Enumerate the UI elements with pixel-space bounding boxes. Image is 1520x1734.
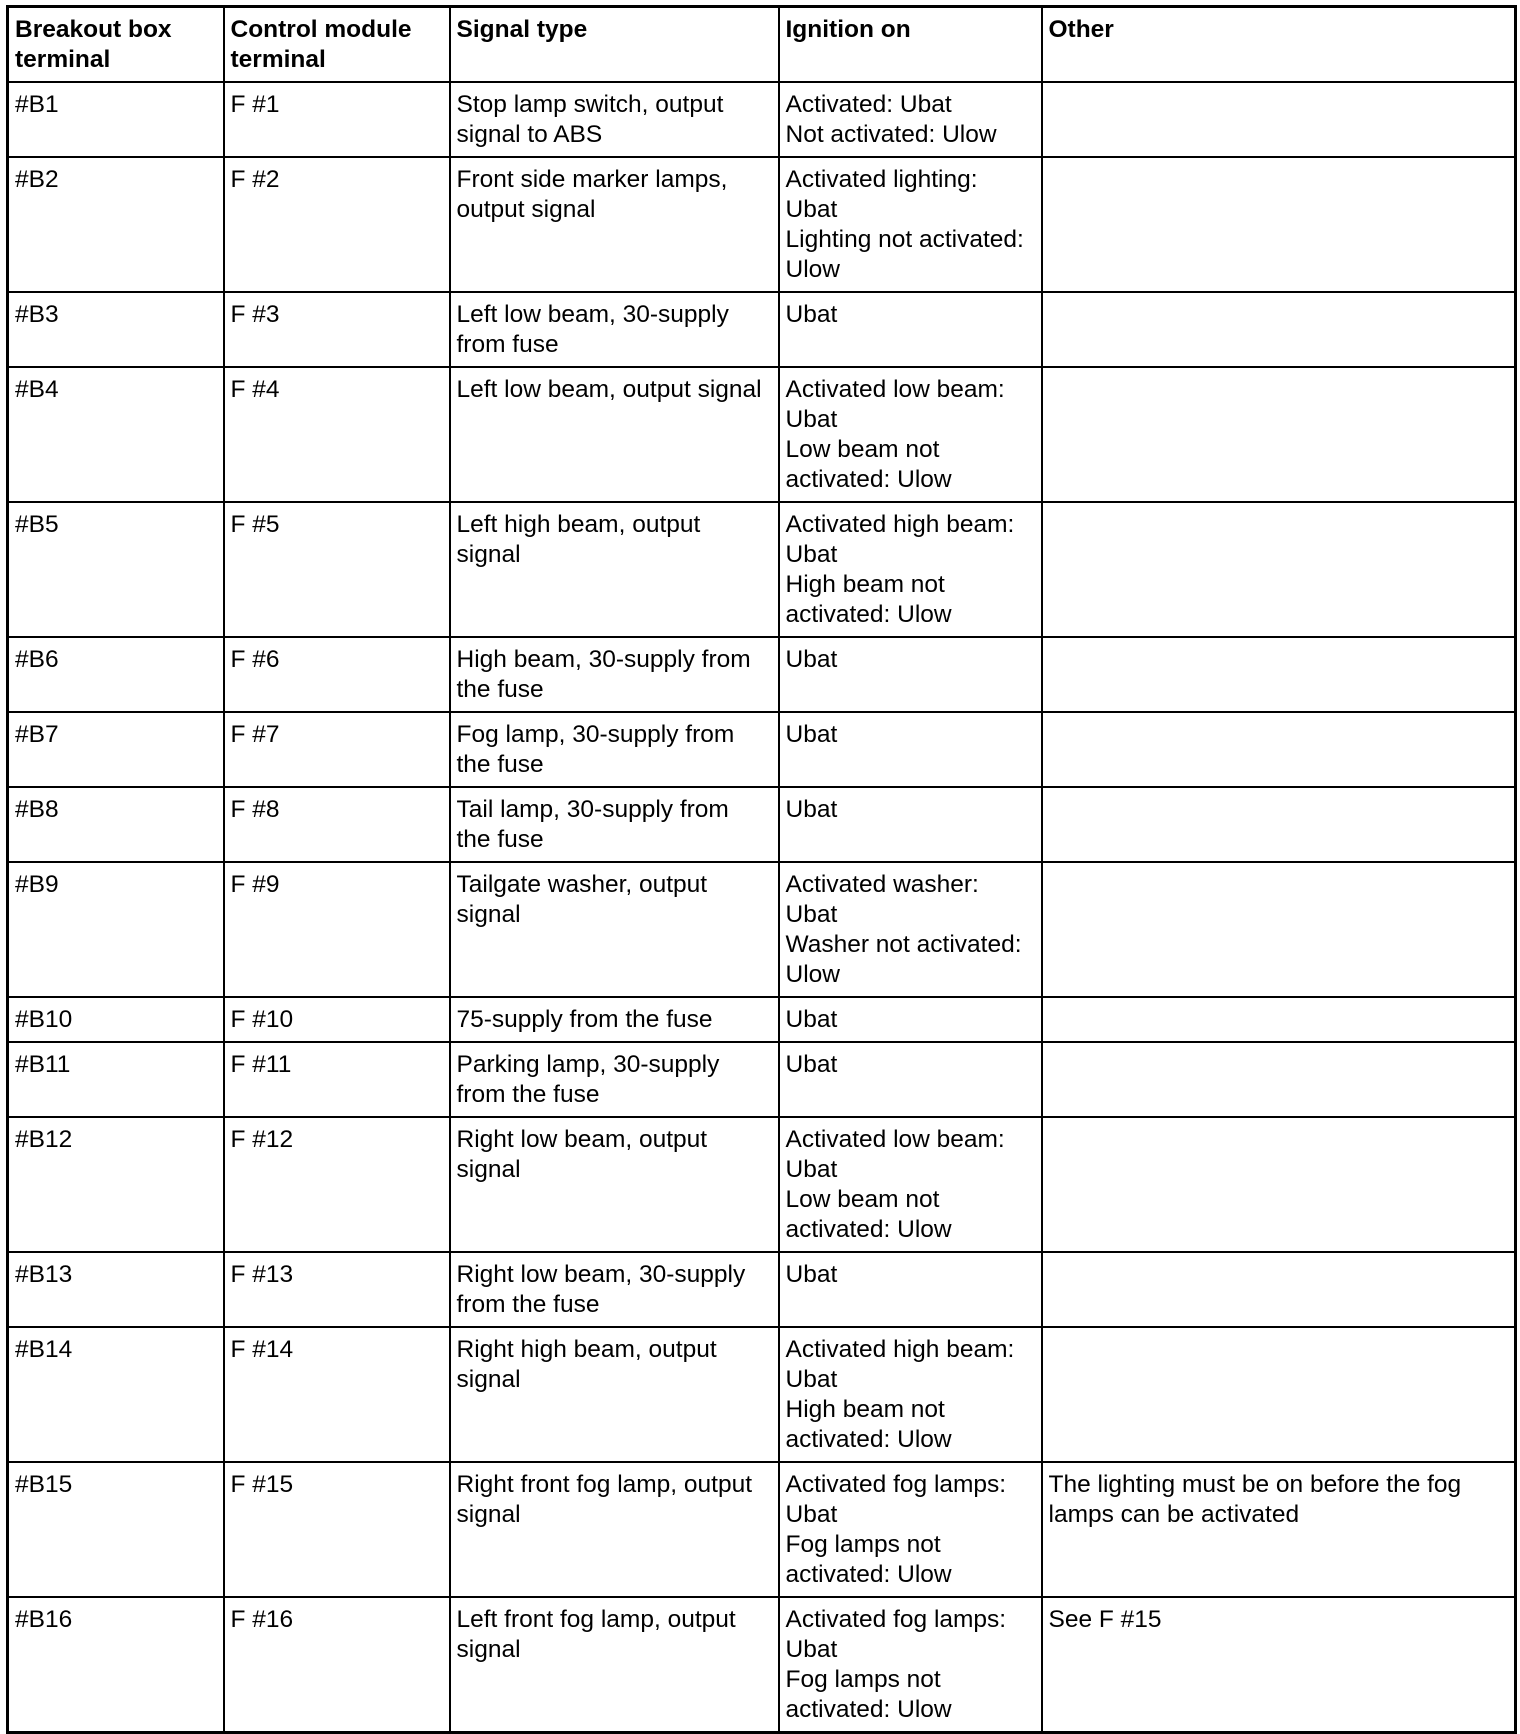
ignition-on-cell: Ubat	[779, 997, 1042, 1042]
signal-type-cell: Tailgate washer, output signal	[450, 862, 779, 997]
ignition-on-cell: Ubat	[779, 1252, 1042, 1327]
table-row	[8, 1462, 1516, 1597]
breakout-terminal-cell: #B14	[8, 1327, 224, 1462]
breakout-terminal-cell: #B2	[8, 157, 224, 292]
header-control-module-terminal: Control module terminal	[224, 7, 450, 83]
header-signal-type: Signal type	[450, 7, 779, 83]
control-terminal-cell: F #8	[224, 787, 450, 862]
control-terminal-cell: F #15	[224, 1462, 450, 1597]
signal-type-cell: Stop lamp switch, output signal to ABS	[450, 82, 779, 157]
breakout-terminal-cell: #B11	[8, 1042, 224, 1117]
other-cell	[1042, 1252, 1516, 1327]
table-row	[8, 997, 1516, 1042]
ignition-on-cell: Ubat	[779, 712, 1042, 787]
breakout-terminal-cell: #B13	[8, 1252, 224, 1327]
breakout-terminal-cell: #B8	[8, 787, 224, 862]
breakout-terminal-cell: #B7	[8, 712, 224, 787]
table-row	[8, 157, 1516, 292]
breakout-terminal-cell: #B1	[8, 82, 224, 157]
other-cell: See F #15	[1042, 1597, 1516, 1733]
signal-type-cell: Front side marker lamps, output signal	[450, 157, 779, 292]
other-cell: The lighting must be on before the fog lamps can be activated	[1042, 1462, 1516, 1597]
breakout-terminal-cell: #B6	[8, 637, 224, 712]
ignition-on-cell: Activated fog lamps: Ubat Fog lamps not activated: Ulow	[779, 1462, 1042, 1597]
control-terminal-cell: F #12	[224, 1117, 450, 1252]
other-cell	[1042, 997, 1516, 1042]
signal-type-cell: Right high beam, output signal	[450, 1327, 779, 1462]
ignition-on-cell: Activated low beam: Ubat Low beam not activated: Ulow	[779, 367, 1042, 502]
signal-type-cell: Left low beam, output signal	[450, 367, 779, 502]
table-row	[8, 292, 1516, 367]
table-row	[8, 502, 1516, 637]
control-terminal-cell: F #5	[224, 502, 450, 637]
control-terminal-cell: F #10	[224, 997, 450, 1042]
breakout-terminal-cell: #B9	[8, 862, 224, 997]
header-other: Other	[1042, 7, 1516, 83]
control-terminal-cell: F #14	[224, 1327, 450, 1462]
table-row	[8, 862, 1516, 997]
breakout-terminal-cell: #B10	[8, 997, 224, 1042]
other-cell	[1042, 292, 1516, 367]
table-row	[8, 367, 1516, 502]
table-row	[8, 637, 1516, 712]
ignition-on-cell: Activated high beam: Ubat High beam not activated: Ulow	[779, 502, 1042, 637]
table-row	[8, 712, 1516, 787]
other-cell	[1042, 367, 1516, 502]
breakout-terminal-cell: #B16	[8, 1597, 224, 1733]
breakout-terminal-cell: #B12	[8, 1117, 224, 1252]
signal-type-cell: 75-supply from the fuse	[450, 997, 779, 1042]
ignition-on-cell: Ubat	[779, 787, 1042, 862]
other-cell	[1042, 82, 1516, 157]
ignition-on-cell: Activated fog lamps: Ubat Fog lamps not activated: Ulow	[779, 1597, 1042, 1733]
breakout-terminal-cell: #B4	[8, 367, 224, 502]
other-cell	[1042, 712, 1516, 787]
control-terminal-cell: F #2	[224, 157, 450, 292]
other-cell	[1042, 1327, 1516, 1462]
ignition-on-cell: Activated high beam: Ubat High beam not activated: Ulow	[779, 1327, 1042, 1462]
table-row	[8, 1327, 1516, 1462]
control-terminal-cell: F #13	[224, 1252, 450, 1327]
other-cell	[1042, 637, 1516, 712]
control-terminal-cell: F #6	[224, 637, 450, 712]
other-cell	[1042, 157, 1516, 292]
control-terminal-cell: F #3	[224, 292, 450, 367]
control-terminal-cell: F #4	[224, 367, 450, 502]
signal-type-cell: Right low beam, 30-supply from the fuse	[450, 1252, 779, 1327]
other-cell	[1042, 1042, 1516, 1117]
ignition-on-cell: Activated: Ubat Not activated: Ulow	[779, 82, 1042, 157]
signal-type-cell: Fog lamp, 30-supply from the fuse	[450, 712, 779, 787]
signal-type-cell: Right front fog lamp, output signal	[450, 1462, 779, 1597]
control-terminal-cell: F #7	[224, 712, 450, 787]
control-terminal-cell: F #1	[224, 82, 450, 157]
header-ignition-on: Ignition on	[779, 7, 1042, 83]
table-row	[8, 1252, 1516, 1327]
table-row	[8, 82, 1516, 157]
signal-type-cell: Left front fog lamp, output signal	[450, 1597, 779, 1733]
ignition-on-cell: Ubat	[779, 292, 1042, 367]
other-cell	[1042, 1117, 1516, 1252]
ignition-on-cell: Activated washer: Ubat Washer not activated: Ulow	[779, 862, 1042, 997]
breakout-terminal-cell: #B3	[8, 292, 224, 367]
control-terminal-cell: F #9	[224, 862, 450, 997]
signal-type-cell: Left low beam, 30-supply from fuse	[450, 292, 779, 367]
header-breakout-box-terminal: Breakout box terminal	[8, 7, 224, 83]
table-row	[8, 1117, 1516, 1252]
ignition-on-cell: Ubat	[779, 1042, 1042, 1117]
ignition-on-cell: Activated low beam: Ubat Low beam not activated: Ulow	[779, 1117, 1042, 1252]
ignition-on-cell: Ubat	[779, 637, 1042, 712]
other-cell	[1042, 862, 1516, 997]
signal-type-cell: High beam, 30-supply from the fuse	[450, 637, 779, 712]
breakout-terminal-cell: #B15	[8, 1462, 224, 1597]
header-row	[8, 7, 1516, 83]
signal-type-cell: Left high beam, output signal	[450, 502, 779, 637]
signal-type-cell: Parking lamp, 30-supply from the fuse	[450, 1042, 779, 1117]
terminal-signal-table	[6, 5, 1517, 1734]
ignition-on-cell: Activated lighting: Ubat Lighting not activated: Ulow	[779, 157, 1042, 292]
breakout-terminal-cell: #B5	[8, 502, 224, 637]
other-cell	[1042, 787, 1516, 862]
other-cell	[1042, 502, 1516, 637]
signal-type-cell: Right low beam, output signal	[450, 1117, 779, 1252]
table-row	[8, 1597, 1516, 1733]
control-terminal-cell: F #11	[224, 1042, 450, 1117]
signal-type-cell: Tail lamp, 30-supply from the fuse	[450, 787, 779, 862]
table-row	[8, 1042, 1516, 1117]
control-terminal-cell: F #16	[224, 1597, 450, 1733]
table-row	[8, 787, 1516, 862]
